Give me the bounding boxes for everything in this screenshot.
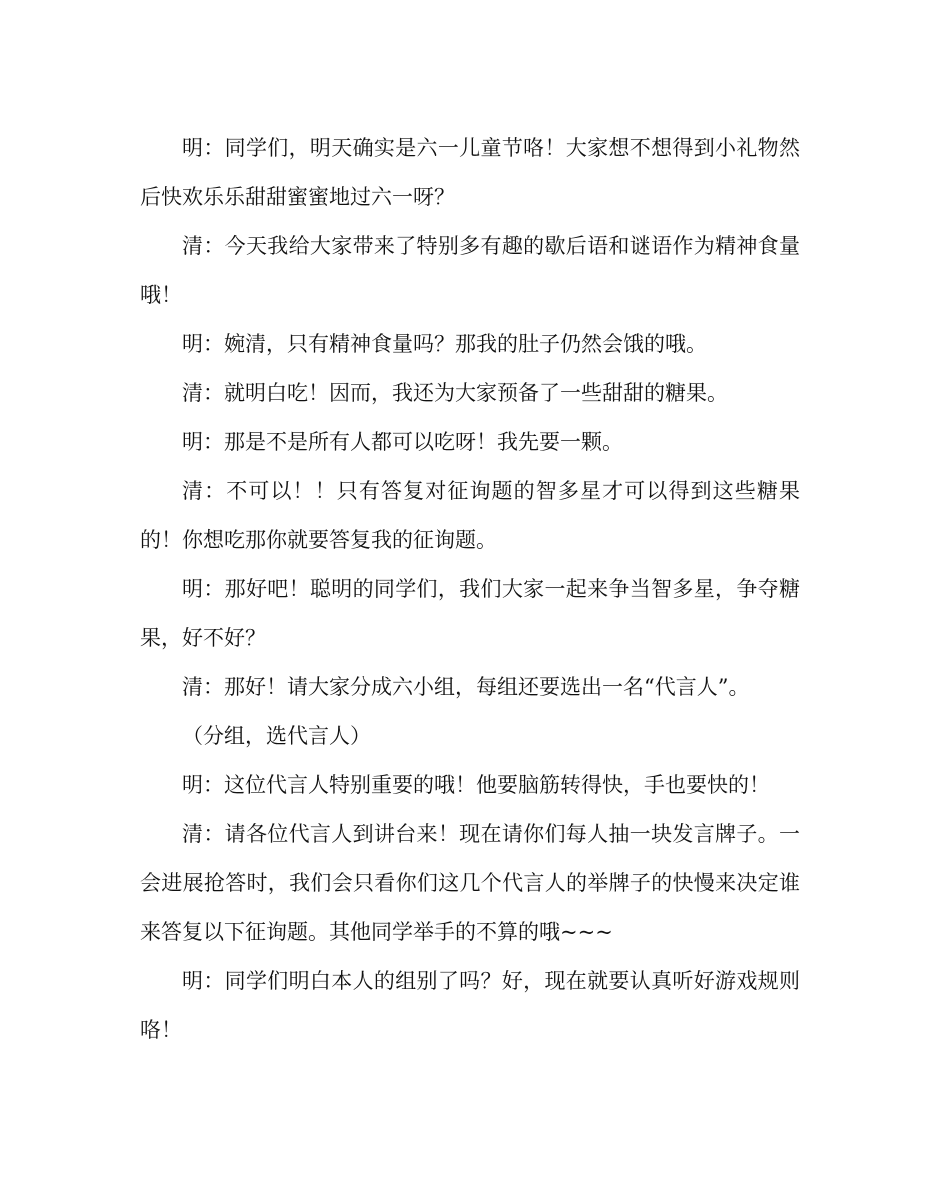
paragraph-12: 明：同学们明白本人的组别了吗？好，现在就要认真听好游戏规则咯！ [140,969,800,1042]
paragraph-3: 明：婉清，只有精神食量吗？那我的肚子仍然会饿的哦。 [182,332,707,356]
paragraph-11: 清：请各位代言人到讲台来！现在请你们每人抽一块发言牌子。一会进展抢答时，我们会只看你们这几个代言人的举牌子的快慢来决定谁来答复以下征询题。其他同学举手的不算的哦~~~ [140,822,800,944]
paragraph-7: 明：那好吧！聪明的同学们，我们大家一起来争当智多星，争夺糖果，好不好？ [140,577,800,650]
document-body [140,124,800,1055]
paragraph-1: 明：同学们，明天确实是六一儿童节咯！大家想不想得到小礼物然后快欢乐乐甜甜蜜蜜地过六一呀？ [140,136,800,209]
paragraph-2: 清：今天我给大家带来了特别多有趣的歇后语和谜语作为精神食量哦！ [140,234,800,307]
paragraph-8: 清：那好！请大家分成六小组，每组还要选出一名“代言人”。 [182,675,750,699]
paragraph-5: 明：那是不是所有人都可以吃呀！我先要一颗。 [182,430,623,454]
paragraph-10: 明：这位代言人特别重要的哦！他要脑筋转得快，手也要快的！ [182,773,770,797]
paragraph-6: 清：不可以！！只有答复对征询题的智多星才可以得到这些糖果的！你想吃那你就要答复我的征询题。 [140,479,800,552]
paragraph-9: （分组，选代言人） [182,724,371,748]
paragraph-4: 清：就明白吃！因而，我还为大家预备了一些甜甜的糖果。 [182,381,728,405]
